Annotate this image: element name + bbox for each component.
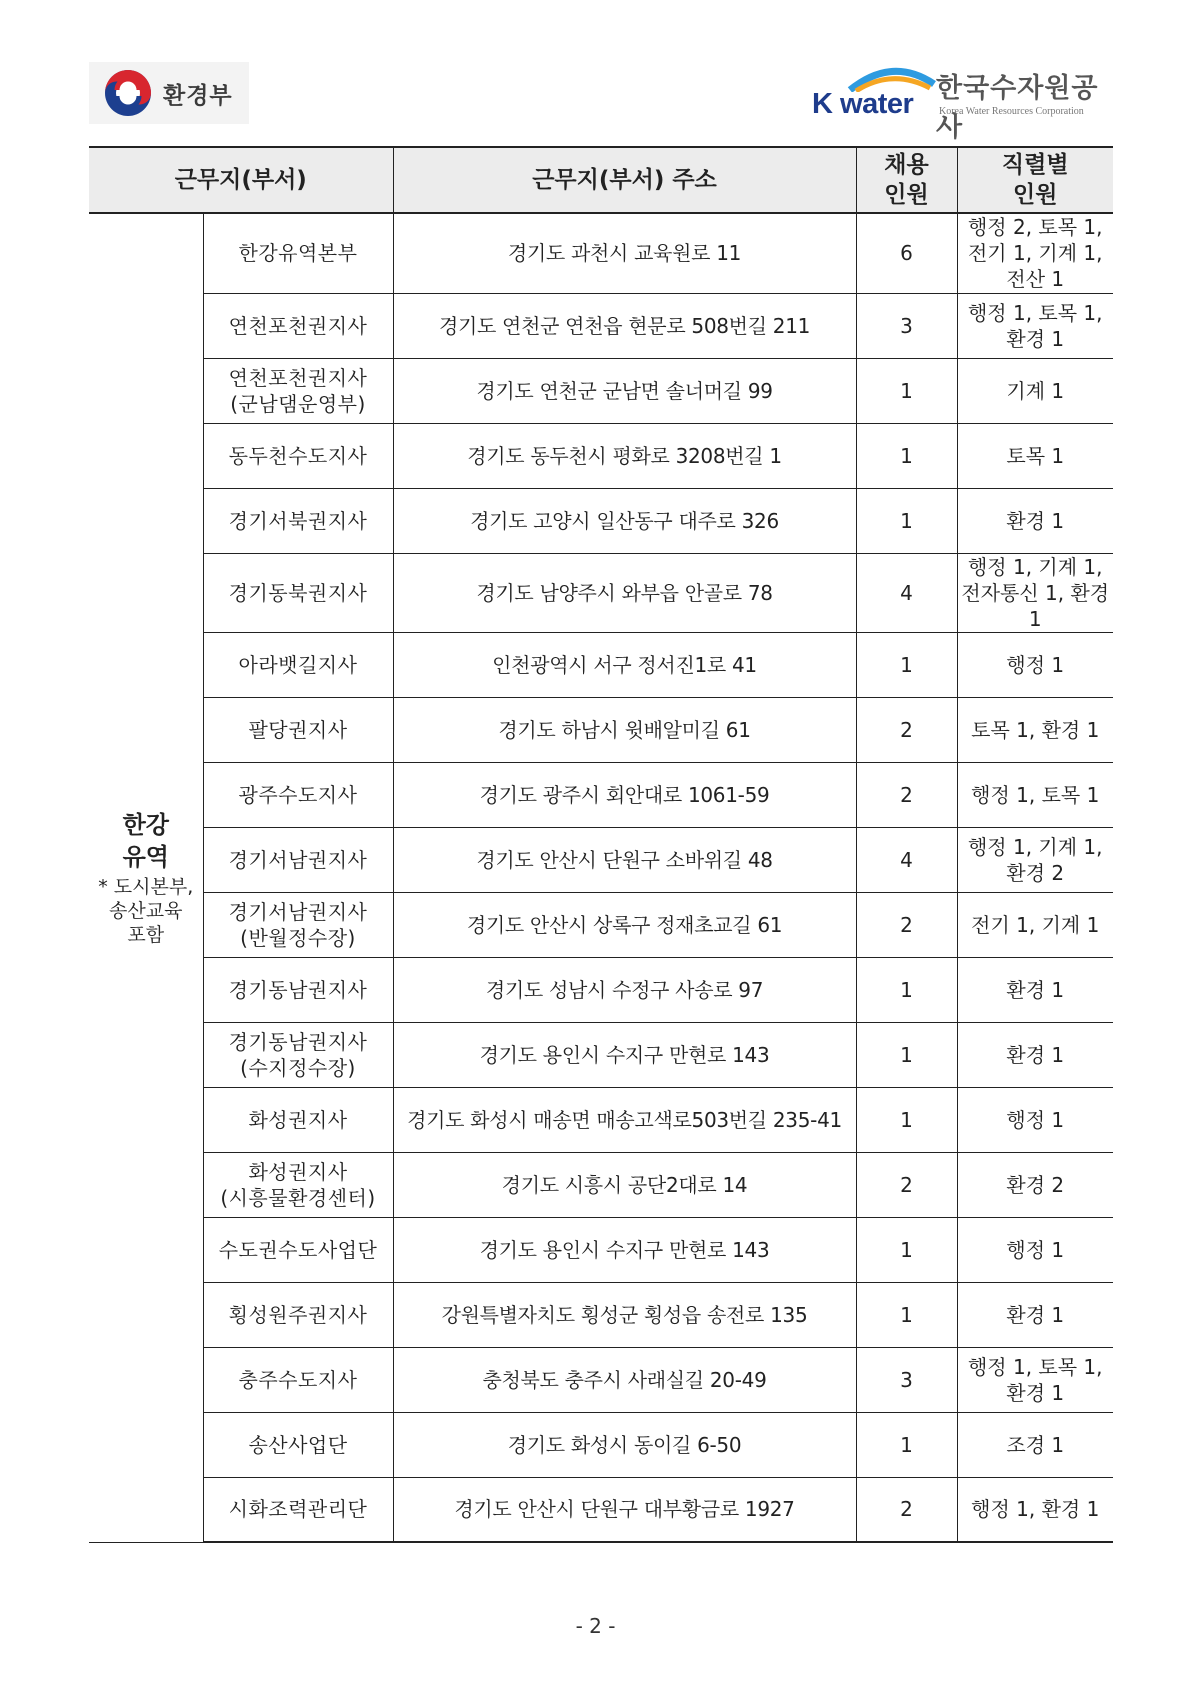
hire-count-cell: 2 bbox=[856, 762, 957, 827]
address-cell: 강원특별자치도 횡성군 횡성읍 송전로 135 bbox=[393, 1282, 856, 1347]
address-cell: 경기도 성남시 수정구 사송로 97 bbox=[393, 957, 856, 1022]
table-row bbox=[89, 1412, 1113, 1477]
col-header-dept: 근무지(부서) bbox=[89, 147, 393, 213]
staff-cell: 행정 2, 토목 1, 전기 1, 기계 1, 전산 1 bbox=[957, 213, 1113, 293]
dept-cell: 한강유역본부 bbox=[203, 213, 393, 293]
staff-cell: 토목 1, 환경 1 bbox=[957, 697, 1113, 762]
region-cell bbox=[89, 213, 203, 1542]
hire-count-cell: 1 bbox=[856, 1022, 957, 1087]
staff-cell: 환경 1 bbox=[957, 957, 1113, 1022]
hire-count-cell: 2 bbox=[856, 1477, 957, 1542]
region-name: 한강 유역 bbox=[122, 810, 169, 871]
address-cell: 경기도 화성시 매송면 매송고색로503번길 235-41 bbox=[393, 1087, 856, 1152]
address-cell: 경기도 동두천시 평화로 3208번길 1 bbox=[393, 423, 856, 488]
dept-cell: 연천포천권지사 (군남댐운영부) bbox=[203, 358, 393, 423]
table-row bbox=[89, 423, 1113, 488]
staff-cell: 행정 1, 토목 1, 환경 1 bbox=[957, 1347, 1113, 1412]
hire-count-cell: 2 bbox=[856, 697, 957, 762]
dept-cell: 경기서남권지사 bbox=[203, 827, 393, 892]
dept-cell: 송산사업단 bbox=[203, 1412, 393, 1477]
staff-cell: 행정 1, 토목 1, 환경 1 bbox=[957, 293, 1113, 358]
address-cell: 경기도 용인시 수지구 만현로 143 bbox=[393, 1217, 856, 1282]
workplace-table bbox=[89, 146, 1113, 1543]
dept-cell: 경기동북권지사 bbox=[203, 553, 393, 632]
table-row bbox=[89, 632, 1113, 697]
region-note: * 도시본부, 송산교육 포함 bbox=[98, 875, 194, 946]
hire-count-cell: 2 bbox=[856, 892, 957, 957]
staff-cell: 행정 1 bbox=[957, 1217, 1113, 1282]
staff-cell: 환경 2 bbox=[957, 1152, 1113, 1217]
dept-cell: 동두천수도지사 bbox=[203, 423, 393, 488]
dept-cell: 팔당권지사 bbox=[203, 697, 393, 762]
address-cell: 경기도 시흥시 공단2대로 14 bbox=[393, 1152, 856, 1217]
dept-cell: 경기서남권지사 (반월정수장) bbox=[203, 892, 393, 957]
hire-count-cell: 1 bbox=[856, 1217, 957, 1282]
hire-count-cell: 1 bbox=[856, 1087, 957, 1152]
col-header-address: 근무지(부서) 주소 bbox=[393, 147, 856, 213]
page-number: - 2 - bbox=[575, 1614, 616, 1638]
ministry-name: 환경부 bbox=[163, 82, 233, 109]
hire-count-cell: 1 bbox=[856, 632, 957, 697]
address-cell: 경기도 고양시 일산동구 대주로 326 bbox=[393, 488, 856, 553]
address-cell: 경기도 화성시 동이길 6-50 bbox=[393, 1412, 856, 1477]
table-row bbox=[89, 213, 1113, 293]
kwater-logo bbox=[812, 60, 1112, 143]
hire-count-cell: 3 bbox=[856, 293, 957, 358]
hire-count-cell: 1 bbox=[856, 957, 957, 1022]
hire-count-cell: 4 bbox=[856, 553, 957, 632]
hire-count-cell: 1 bbox=[856, 423, 957, 488]
staff-cell: 행정 1, 기계 1, 환경 2 bbox=[957, 827, 1113, 892]
table-row bbox=[89, 892, 1113, 957]
col-header-staff-by-job: 직렬별 인원 bbox=[957, 147, 1113, 213]
dept-cell: 경기동남권지사 (수지정수장) bbox=[203, 1022, 393, 1087]
taeguk-emblem-icon bbox=[103, 68, 153, 118]
staff-cell: 환경 1 bbox=[957, 488, 1113, 553]
address-cell: 경기도 광주시 회안대로 1061-59 bbox=[393, 762, 856, 827]
dept-cell: 수도권수도사업단 bbox=[203, 1217, 393, 1282]
address-cell: 경기도 하남시 윗배알미길 61 bbox=[393, 697, 856, 762]
corp-name-ko: 한국수자원공사 bbox=[936, 73, 1099, 143]
table-row bbox=[89, 762, 1113, 827]
hire-count-cell: 1 bbox=[856, 488, 957, 553]
address-cell: 경기도 안산시 상록구 정재초교길 61 bbox=[393, 892, 856, 957]
staff-cell: 토목 1 bbox=[957, 423, 1113, 488]
hire-count-cell: 4 bbox=[856, 827, 957, 892]
table-row bbox=[89, 1347, 1113, 1412]
table-row bbox=[89, 1282, 1113, 1347]
corp-name-en: Korea Water Resources Corporation bbox=[939, 106, 1084, 117]
kwater-wordmark: K water bbox=[812, 88, 914, 120]
staff-cell: 기계 1 bbox=[957, 358, 1113, 423]
staff-cell: 전기 1, 기계 1 bbox=[957, 892, 1113, 957]
table-row bbox=[89, 488, 1113, 553]
table-row bbox=[89, 1217, 1113, 1282]
table-row bbox=[89, 827, 1113, 892]
staff-cell: 환경 1 bbox=[957, 1282, 1113, 1347]
dept-cell: 광주수도지사 bbox=[203, 762, 393, 827]
table-header-row bbox=[89, 147, 1113, 213]
dept-cell: 시화조력관리단 bbox=[203, 1477, 393, 1542]
staff-cell: 행정 1 bbox=[957, 632, 1113, 697]
address-cell: 인천광역시 서구 정서진1로 41 bbox=[393, 632, 856, 697]
col-header-hire-count: 채용 인원 bbox=[856, 147, 957, 213]
dept-cell: 화성권지사 bbox=[203, 1087, 393, 1152]
ministry-logo bbox=[89, 62, 249, 124]
dept-cell: 경기동남권지사 bbox=[203, 957, 393, 1022]
table-row bbox=[89, 1152, 1113, 1217]
dept-cell: 아라뱃길지사 bbox=[203, 632, 393, 697]
table-row bbox=[89, 697, 1113, 762]
dept-cell: 횡성원주권지사 bbox=[203, 1282, 393, 1347]
table-row bbox=[89, 358, 1113, 423]
address-cell: 경기도 과천시 교육원로 11 bbox=[393, 213, 856, 293]
table-row bbox=[89, 1477, 1113, 1542]
table-row bbox=[89, 957, 1113, 1022]
table-row bbox=[89, 1022, 1113, 1087]
dept-cell: 충주수도지사 bbox=[203, 1347, 393, 1412]
hire-count-cell: 6 bbox=[856, 213, 957, 293]
dept-cell: 경기서북권지사 bbox=[203, 488, 393, 553]
address-cell: 경기도 안산시 단원구 대부황금로 1927 bbox=[393, 1477, 856, 1542]
table-row bbox=[89, 553, 1113, 632]
dept-cell: 화성권지사 (시흥물환경센터) bbox=[203, 1152, 393, 1217]
address-cell: 경기도 남양주시 와부읍 안골로 78 bbox=[393, 553, 856, 632]
staff-cell: 행정 1, 환경 1 bbox=[957, 1477, 1113, 1542]
staff-cell: 행정 1, 기계 1, 전자통신 1, 환경 1 bbox=[957, 553, 1113, 632]
address-cell: 경기도 연천군 군남면 솔너머길 99 bbox=[393, 358, 856, 423]
hire-count-cell: 1 bbox=[856, 1282, 957, 1347]
hire-count-cell: 2 bbox=[856, 1152, 957, 1217]
staff-cell: 환경 1 bbox=[957, 1022, 1113, 1087]
hire-count-cell: 3 bbox=[856, 1347, 957, 1412]
address-cell: 경기도 안산시 단원구 소바위길 48 bbox=[393, 827, 856, 892]
hire-count-cell: 1 bbox=[856, 358, 957, 423]
table-row bbox=[89, 1087, 1113, 1152]
staff-cell: 행정 1 bbox=[957, 1087, 1113, 1152]
dept-cell: 연천포천권지사 bbox=[203, 293, 393, 358]
staff-cell: 행정 1, 토목 1 bbox=[957, 762, 1113, 827]
hire-count-cell: 1 bbox=[856, 1412, 957, 1477]
staff-cell: 조경 1 bbox=[957, 1412, 1113, 1477]
address-cell: 경기도 연천군 연천읍 현문로 508번길 211 bbox=[393, 293, 856, 358]
table-row bbox=[89, 293, 1113, 358]
address-cell: 충청북도 충주시 사래실길 20-49 bbox=[393, 1347, 856, 1412]
address-cell: 경기도 용인시 수지구 만현로 143 bbox=[393, 1022, 856, 1087]
